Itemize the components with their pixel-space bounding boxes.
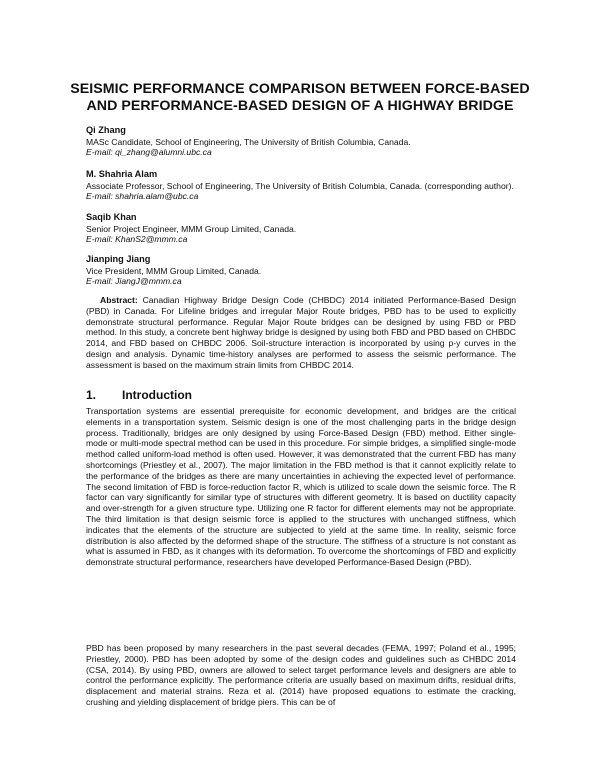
- section-title: Introduction: [122, 388, 192, 402]
- author-affiliation: Associate Professor, School of Engineering, The University of British Columbia, Canada. (corresponding author).: [86, 180, 514, 191]
- body-paragraph: PBD has been proposed by many researchers in the past several decades (FEMA, 1997; Poland et al., 1995; Priestley, 2000). PBD has been adopted by some of the design codes and guidelines such as CHBDC 2014 (CSA, 2014). By using PBD, owners are allowed to select target performance levels and designers are able to control the performance explicitly. The performance criteria are usually based on maximum drifts, residual drifts, displacement and material strains. Reza et al. (2014) have proposed equations to estimate the cracking, crushing and yielding displacement of bridge piers. This can be of: [86, 643, 516, 707]
- author-name: M. Shahria Alam: [86, 169, 158, 179]
- title-line-1: SEISMIC PERFORMANCE COMPARISON BETWEEN FORCE-BASED: [70, 81, 530, 97]
- paper-title: [60, 81, 540, 114]
- author-affiliation: Senior Project Engineer, MMM Group Limited, Canada.: [86, 223, 297, 234]
- author-affiliation: Vice President, MMM Group Limited, Canada.: [86, 265, 262, 276]
- author-block: [86, 125, 546, 158]
- author-block: [86, 254, 546, 287]
- abstract-label: Abstract:: [100, 295, 138, 305]
- author-block: [86, 212, 546, 245]
- author-name: Jianping Jiang: [86, 254, 151, 264]
- abstract: [86, 295, 516, 371]
- body-paragraph: Transportation systems are essential prerequisite for economic development, and bridges are the critical elements in a transportation system. Seismic design is one of the most challenging parts in the bridge design process. Traditionally, bridges are only designed by using Force-Based Design (FBD) method. Either single-mode or multi-mode spectral method can be used in this procedure. For simple bridges, a simplified single-mode method called uniform-load method is often used. However, it was demonstrated that the current FBD has many shortcomings (Priestley et al., 2007). The major limitation in the FBD method is that it cannot explicitly relate to the performance of the bridges as there are many uncertainties in achieving the expected level of performance. The second limitation of FBD is force-reduction factor R, which is utilized to scale down the seismic force. The R factor can vary significantly for similar type of structures with different geometry. It is based on ductility capacity and over-strength for a given structure type. Utilizing one R factor for different elements may not be appropriate. The third limitation is that design seismic force is applied to the structures with unchanged stiffness, which indicates that the elements of the structure are subjected to yield at the same time. In reality, seismic force distribution is also affected by the deformed shape of the structure. The stiffness of a structure is not constant as what is assumed in FBD, as it changes with its deformation. To overcome the shortcomings of FBD and explicitly demonstrate structural performance, researchers have developed Performance-Based Design (PBD).: [86, 406, 516, 568]
- author-block: [86, 169, 546, 202]
- author-email: E-mail: qi_zhang@alumni.ubc.ca: [86, 147, 212, 157]
- author-email: E-mail: KhanS2@mmm.ca: [86, 234, 188, 244]
- abstract-text: Canadian Highway Bridge Design Code (CHBDC) 2014 initiated Performance-Based Design (PBD) in Canada. For Lifeline bridges and irregular Major Route bridges, PBD has to be used to explicitly demonstrate structural performance. Regular Major Route bridges can be designed by using FBD or PBD method. In this study, a concrete bent highway bridge is designed by using both FBD and PBD based on CHBDC 2014, and FBD based on CHBDC 2006. Soil-structure interaction is incorporated by using p-y curves in the design and analysis. Dynamic time-history analyses are performed to assess the seismic performance. The assessment is based on the maximum strain limits from CHBDC 2014.: [86, 295, 516, 370]
- section-heading: [86, 388, 192, 402]
- title-line-2: AND PERFORMANCE-BASED DESIGN OF A HIGHWAY BRIDGE: [86, 97, 514, 114]
- author-email: E-mail: shahria.alam@ubc.ca: [86, 191, 199, 201]
- author-name: Qi Zhang: [86, 125, 126, 135]
- author-name: Saqib Khan: [86, 212, 137, 222]
- section-number: 1.: [86, 388, 97, 402]
- author-email: E-mail: JiangJ@mmm.ca: [86, 276, 182, 286]
- author-affiliation: MASc Candidate, School of Engineering, The University of British Columbia, Canada.: [86, 136, 411, 147]
